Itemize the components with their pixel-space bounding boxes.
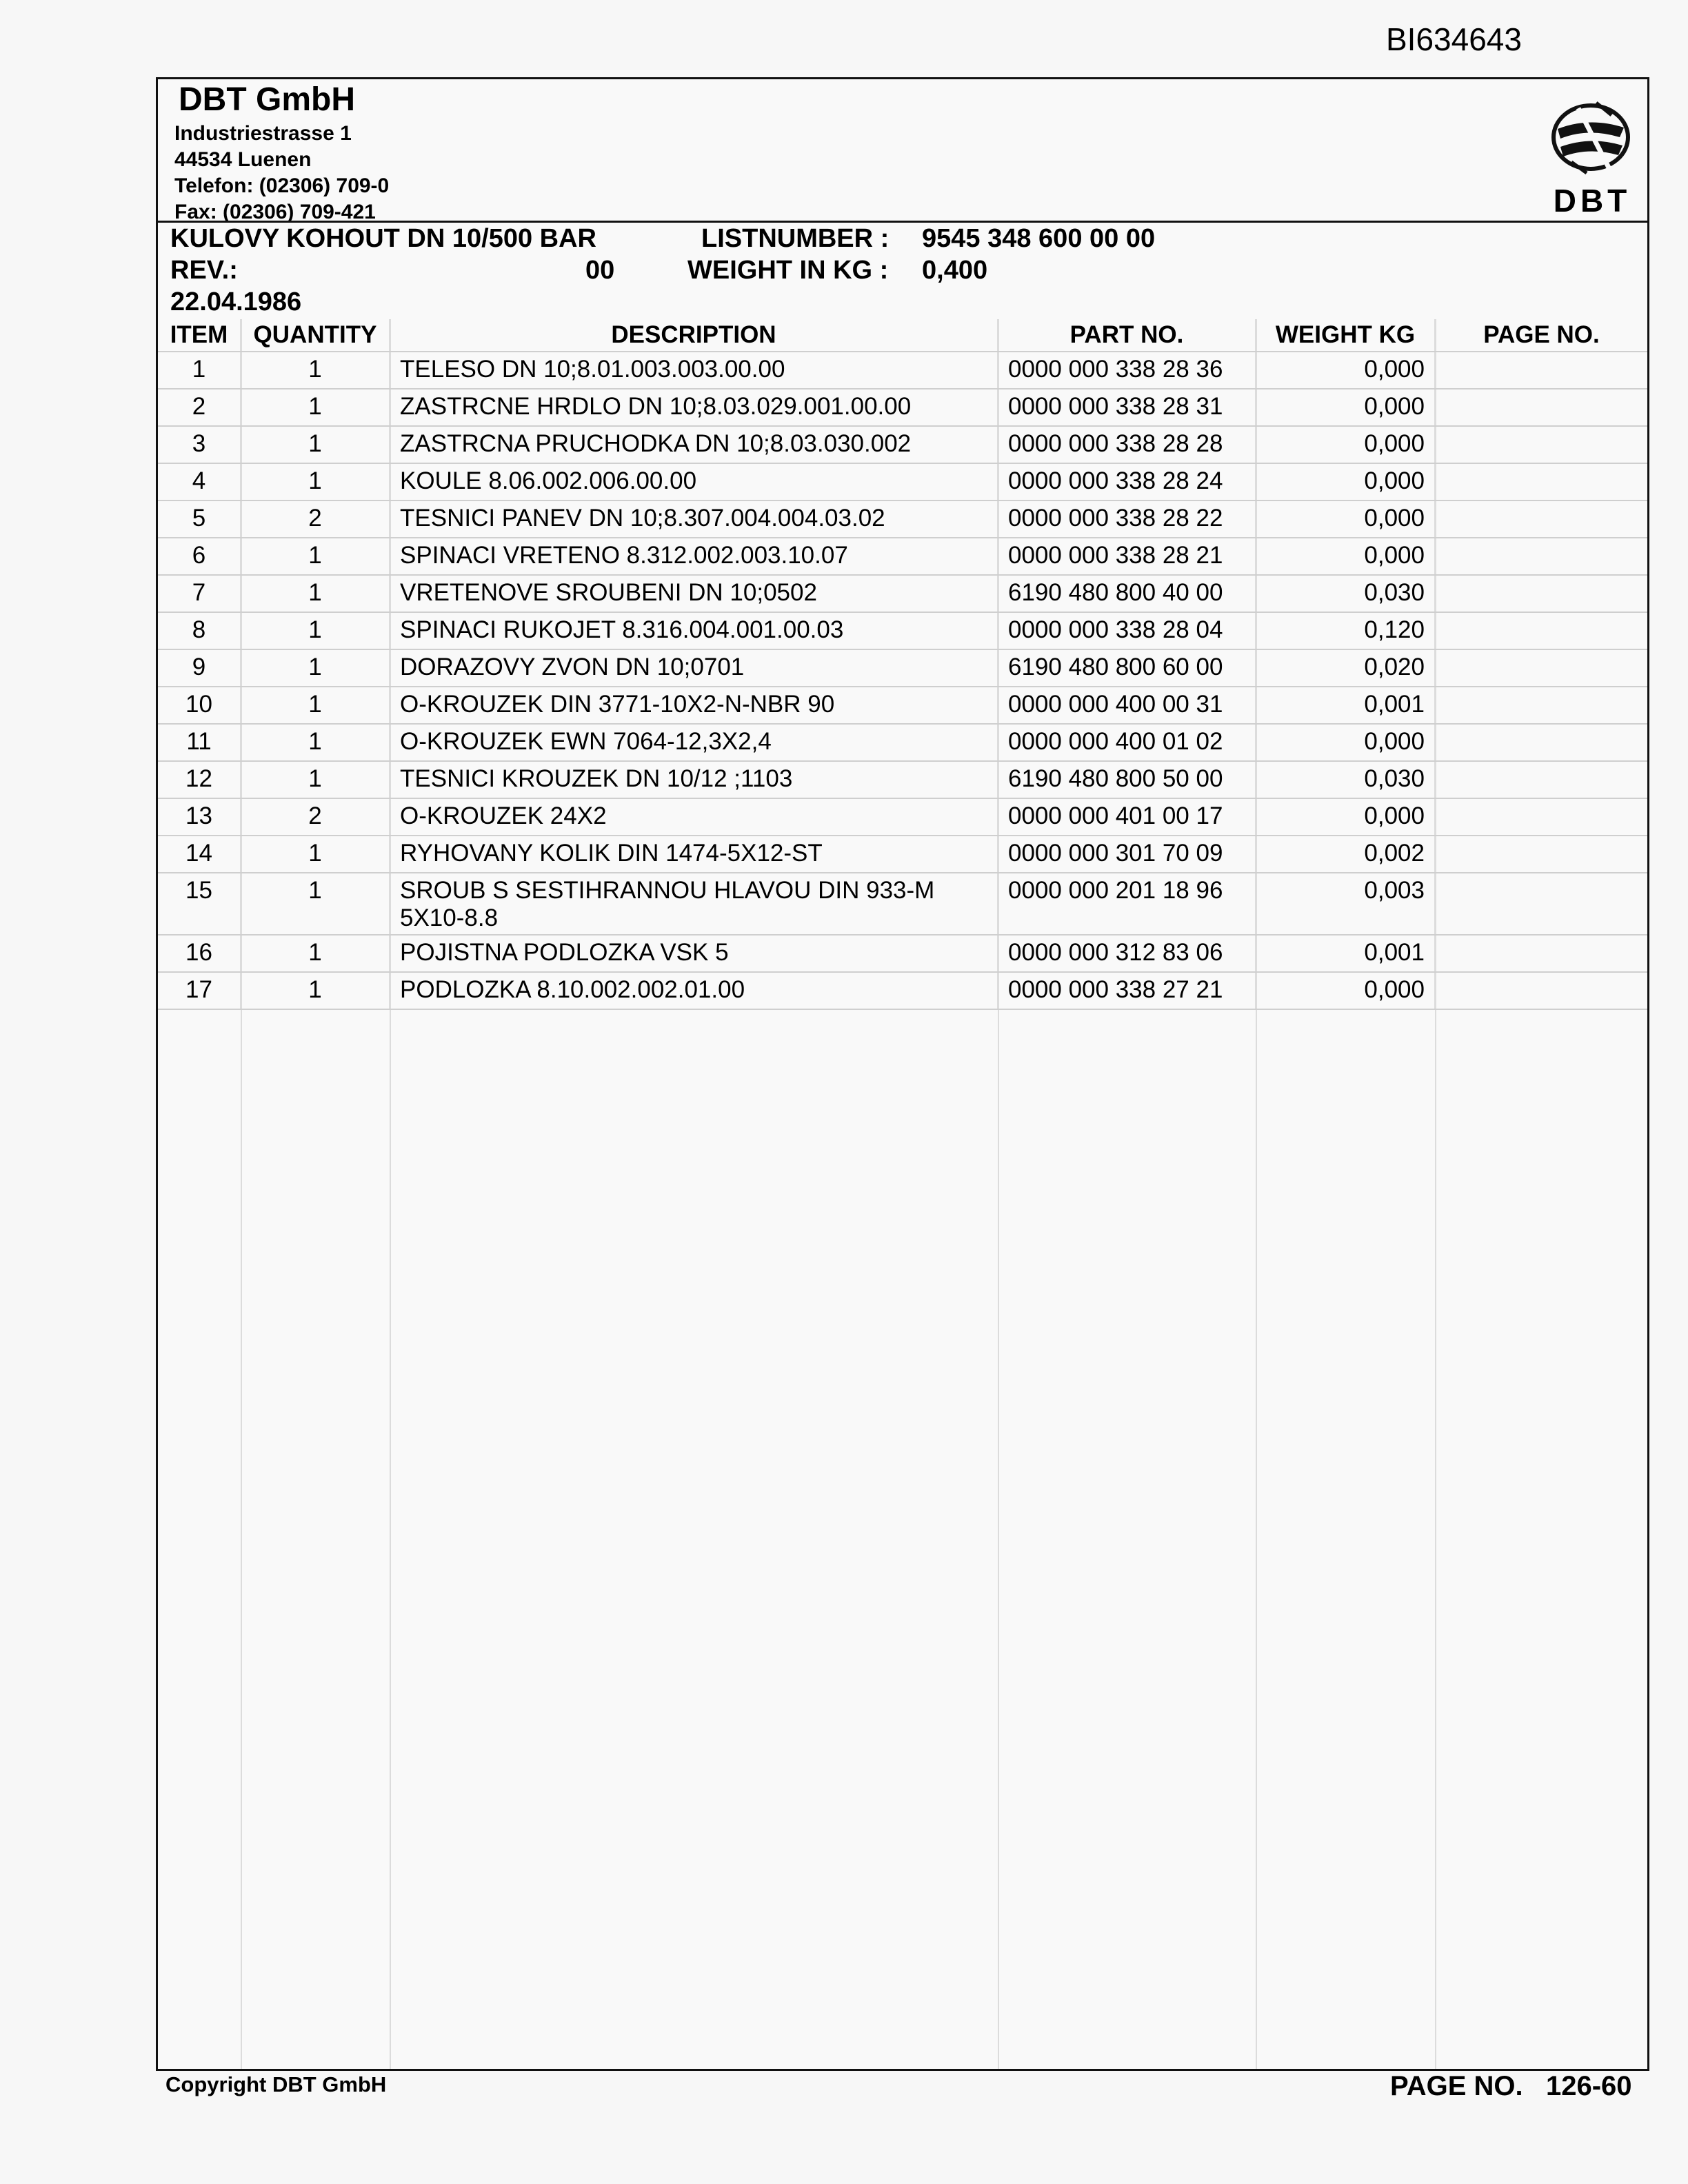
cell-quantity: 1 bbox=[241, 612, 390, 649]
cell-page-no bbox=[1435, 352, 1647, 389]
cell-weight: 0,000 bbox=[1256, 389, 1435, 426]
cell-weight: 0,003 bbox=[1256, 873, 1435, 935]
table-header-row bbox=[158, 319, 1647, 352]
dbt-logo-icon bbox=[1548, 96, 1636, 227]
page-number-label: PAGE NO. bbox=[1390, 2071, 1523, 2101]
company-name: DBT GmbH bbox=[179, 81, 355, 118]
cell-description: PODLOZKA 8.10.002.002.01.00 bbox=[390, 972, 998, 1009]
table-row bbox=[158, 538, 1647, 575]
parts-table bbox=[158, 319, 1647, 1010]
cell-item: 12 bbox=[158, 761, 241, 798]
column-header-description: DESCRIPTION bbox=[390, 319, 998, 352]
cell-part-no: 0000 000 338 28 31 bbox=[998, 389, 1256, 426]
cell-quantity: 1 bbox=[241, 649, 390, 687]
copyright-text: Copyright DBT GmbH bbox=[165, 2072, 387, 2096]
cell-item: 5 bbox=[158, 501, 241, 538]
cell-item: 10 bbox=[158, 687, 241, 724]
table-row bbox=[158, 935, 1647, 972]
column-header-item: ITEM bbox=[158, 319, 241, 352]
document-id: BI634643 bbox=[1386, 21, 1522, 57]
table-row bbox=[158, 761, 1647, 798]
cell-part-no: 0000 000 338 28 28 bbox=[998, 426, 1256, 463]
cell-page-no bbox=[1435, 724, 1647, 761]
cell-weight: 0,000 bbox=[1256, 798, 1435, 836]
cell-description: SPINACI VRETENO 8.312.002.003.10.07 bbox=[390, 538, 998, 575]
column-header-part-no: PART NO. bbox=[998, 319, 1256, 352]
cell-item: 2 bbox=[158, 389, 241, 426]
cell-part-no: 6190 480 800 40 00 bbox=[998, 575, 1256, 612]
cell-part-no: 0000 000 401 00 17 bbox=[998, 798, 1256, 836]
cell-description: O-KROUZEK EWN 7064-12,3X2,4 bbox=[390, 724, 998, 761]
table-row bbox=[158, 873, 1647, 935]
parts-list-sheet bbox=[156, 77, 1649, 2071]
cell-item: 7 bbox=[158, 575, 241, 612]
cell-quantity: 2 bbox=[241, 501, 390, 538]
cell-item: 11 bbox=[158, 724, 241, 761]
cell-page-no bbox=[1435, 687, 1647, 724]
cell-weight: 0,001 bbox=[1256, 935, 1435, 972]
cell-item: 17 bbox=[158, 972, 241, 1009]
cell-page-no bbox=[1435, 873, 1647, 935]
rev-value: 00 bbox=[585, 256, 615, 285]
cell-part-no: 6190 480 800 50 00 bbox=[998, 761, 1256, 798]
cell-weight: 0,002 bbox=[1256, 836, 1435, 873]
cell-item: 9 bbox=[158, 649, 241, 687]
cell-part-no: 0000 000 338 28 22 bbox=[998, 501, 1256, 538]
cell-quantity: 1 bbox=[241, 575, 390, 612]
cell-quantity: 1 bbox=[241, 389, 390, 426]
cell-weight: 0,000 bbox=[1256, 426, 1435, 463]
cell-quantity: 1 bbox=[241, 352, 390, 389]
cell-description: SPINACI RUKOJET 8.316.004.001.00.03 bbox=[390, 612, 998, 649]
table-row bbox=[158, 798, 1647, 836]
table-row bbox=[158, 972, 1647, 1009]
cell-part-no: 0000 000 338 28 24 bbox=[998, 463, 1256, 501]
cell-description: TESNICI KROUZEK DN 10/12 ;1103 bbox=[390, 761, 998, 798]
cell-part-no: 6190 480 800 60 00 bbox=[998, 649, 1256, 687]
table-row bbox=[158, 575, 1647, 612]
company-fax: Fax: (02306) 709-421 bbox=[174, 201, 376, 223]
cell-description: DORAZOVY ZVON DN 10;0701 bbox=[390, 649, 998, 687]
cell-item: 16 bbox=[158, 935, 241, 972]
cell-description: VRETENOVE SROUBENI DN 10;0502 bbox=[390, 575, 998, 612]
page-number bbox=[1390, 2071, 1632, 2102]
table-row bbox=[158, 501, 1647, 538]
column-header-page-no: PAGE NO. bbox=[1435, 319, 1647, 352]
assembly-title: KULOVY KOHOUT DN 10/500 BAR bbox=[170, 224, 596, 253]
cell-weight: 0,020 bbox=[1256, 649, 1435, 687]
cell-weight: 0,000 bbox=[1256, 352, 1435, 389]
cell-quantity: 1 bbox=[241, 873, 390, 935]
cell-description: O-KROUZEK DIN 3771-10X2-N-NBR 90 bbox=[390, 687, 998, 724]
cell-page-no bbox=[1435, 649, 1647, 687]
cell-quantity: 2 bbox=[241, 798, 390, 836]
cell-page-no bbox=[1435, 612, 1647, 649]
cell-weight: 0,000 bbox=[1256, 463, 1435, 501]
parts-table-body bbox=[158, 352, 1647, 1009]
cell-page-no bbox=[1435, 935, 1647, 972]
cell-weight: 0,030 bbox=[1256, 575, 1435, 612]
table-row bbox=[158, 612, 1647, 649]
cell-quantity: 1 bbox=[241, 724, 390, 761]
cell-page-no bbox=[1435, 798, 1647, 836]
cell-page-no bbox=[1435, 575, 1647, 612]
company-phone: Telefon: (02306) 709-0 bbox=[174, 174, 390, 197]
cell-page-no bbox=[1435, 463, 1647, 501]
cell-description: TELESO DN 10;8.01.003.003.00.00 bbox=[390, 352, 998, 389]
company-street: Industriestrasse 1 bbox=[174, 122, 352, 145]
cell-weight: 0,030 bbox=[1256, 761, 1435, 798]
cell-description: POJISTNA PODLOZKA VSK 5 bbox=[390, 935, 998, 972]
weight-label: WEIGHT IN KG : bbox=[687, 256, 889, 285]
logo-text: DBT bbox=[1553, 183, 1631, 219]
table-row bbox=[158, 687, 1647, 724]
cell-quantity: 1 bbox=[241, 538, 390, 575]
page-number-value: 126-60 bbox=[1545, 2071, 1632, 2101]
cell-quantity: 1 bbox=[241, 687, 390, 724]
cell-page-no bbox=[1435, 389, 1647, 426]
cell-part-no: 0000 000 301 70 09 bbox=[998, 836, 1256, 873]
document-date: 22.04.1986 bbox=[170, 287, 302, 316]
cell-weight: 0,000 bbox=[1256, 724, 1435, 761]
cell-description: RYHOVANY KOLIK DIN 1474-5X12-ST bbox=[390, 836, 998, 873]
cell-page-no bbox=[1435, 761, 1647, 798]
cell-part-no: 0000 000 400 00 31 bbox=[998, 687, 1256, 724]
table-row bbox=[158, 426, 1647, 463]
cell-part-no: 0000 000 338 28 36 bbox=[998, 352, 1256, 389]
cell-page-no bbox=[1435, 836, 1647, 873]
company-block bbox=[174, 79, 389, 225]
cell-item: 1 bbox=[158, 352, 241, 389]
cell-item: 15 bbox=[158, 873, 241, 935]
listnumber-label: LISTNUMBER : bbox=[701, 224, 890, 253]
cell-page-no bbox=[1435, 426, 1647, 463]
cell-part-no: 0000 000 400 01 02 bbox=[998, 724, 1256, 761]
cell-item: 14 bbox=[158, 836, 241, 873]
cell-description: ZASTRCNA PRUCHODKA DN 10;8.03.030.002 bbox=[390, 426, 998, 463]
cell-item: 8 bbox=[158, 612, 241, 649]
rev-label: REV.: bbox=[170, 256, 238, 285]
cell-item: 13 bbox=[158, 798, 241, 836]
cell-weight: 0,000 bbox=[1256, 501, 1435, 538]
column-header-weight: WEIGHT KG bbox=[1256, 319, 1435, 352]
table-row bbox=[158, 352, 1647, 389]
column-header-quantity: QUANTITY bbox=[241, 319, 390, 352]
cell-weight: 0,120 bbox=[1256, 612, 1435, 649]
cell-item: 4 bbox=[158, 463, 241, 501]
table-row bbox=[158, 649, 1647, 687]
cell-quantity: 1 bbox=[241, 761, 390, 798]
cell-page-no bbox=[1435, 501, 1647, 538]
cell-quantity: 1 bbox=[241, 836, 390, 873]
company-city: 44534 Luenen bbox=[174, 148, 312, 171]
cell-page-no bbox=[1435, 538, 1647, 575]
cell-description: KOULE 8.06.002.006.00.00 bbox=[390, 463, 998, 501]
cell-part-no: 0000 000 312 83 06 bbox=[998, 935, 1256, 972]
listnumber-value: 9545 348 600 00 00 bbox=[922, 224, 1156, 253]
cell-quantity: 1 bbox=[241, 935, 390, 972]
cell-page-no bbox=[1435, 972, 1647, 1009]
dbt-logo bbox=[1548, 96, 1636, 227]
cell-quantity: 1 bbox=[241, 972, 390, 1009]
cell-item: 3 bbox=[158, 426, 241, 463]
cell-part-no: 0000 000 338 27 21 bbox=[998, 972, 1256, 1009]
cell-quantity: 1 bbox=[241, 463, 390, 501]
weight-value: 0,400 bbox=[922, 256, 988, 285]
table-row bbox=[158, 463, 1647, 501]
cell-part-no: 0000 000 201 18 96 bbox=[998, 873, 1256, 935]
cell-description: TESNICI PANEV DN 10;8.307.004.004.03.02 bbox=[390, 501, 998, 538]
cell-weight: 0,001 bbox=[1256, 687, 1435, 724]
table-row bbox=[158, 389, 1647, 426]
cell-description: SROUB S SESTIHRANNOU HLAVOU DIN 933-M 5X10-8.8 bbox=[390, 873, 998, 935]
cell-quantity: 1 bbox=[241, 426, 390, 463]
cell-description: ZASTRCNE HRDLO DN 10;8.03.029.001.00.00 bbox=[390, 389, 998, 426]
table-row bbox=[158, 836, 1647, 873]
table-row bbox=[158, 724, 1647, 761]
cell-part-no: 0000 000 338 28 21 bbox=[998, 538, 1256, 575]
cell-part-no: 0000 000 338 28 04 bbox=[998, 612, 1256, 649]
cell-weight: 0,000 bbox=[1256, 538, 1435, 575]
cell-weight: 0,000 bbox=[1256, 972, 1435, 1009]
cell-item: 6 bbox=[158, 538, 241, 575]
cell-description: O-KROUZEK 24X2 bbox=[390, 798, 998, 836]
